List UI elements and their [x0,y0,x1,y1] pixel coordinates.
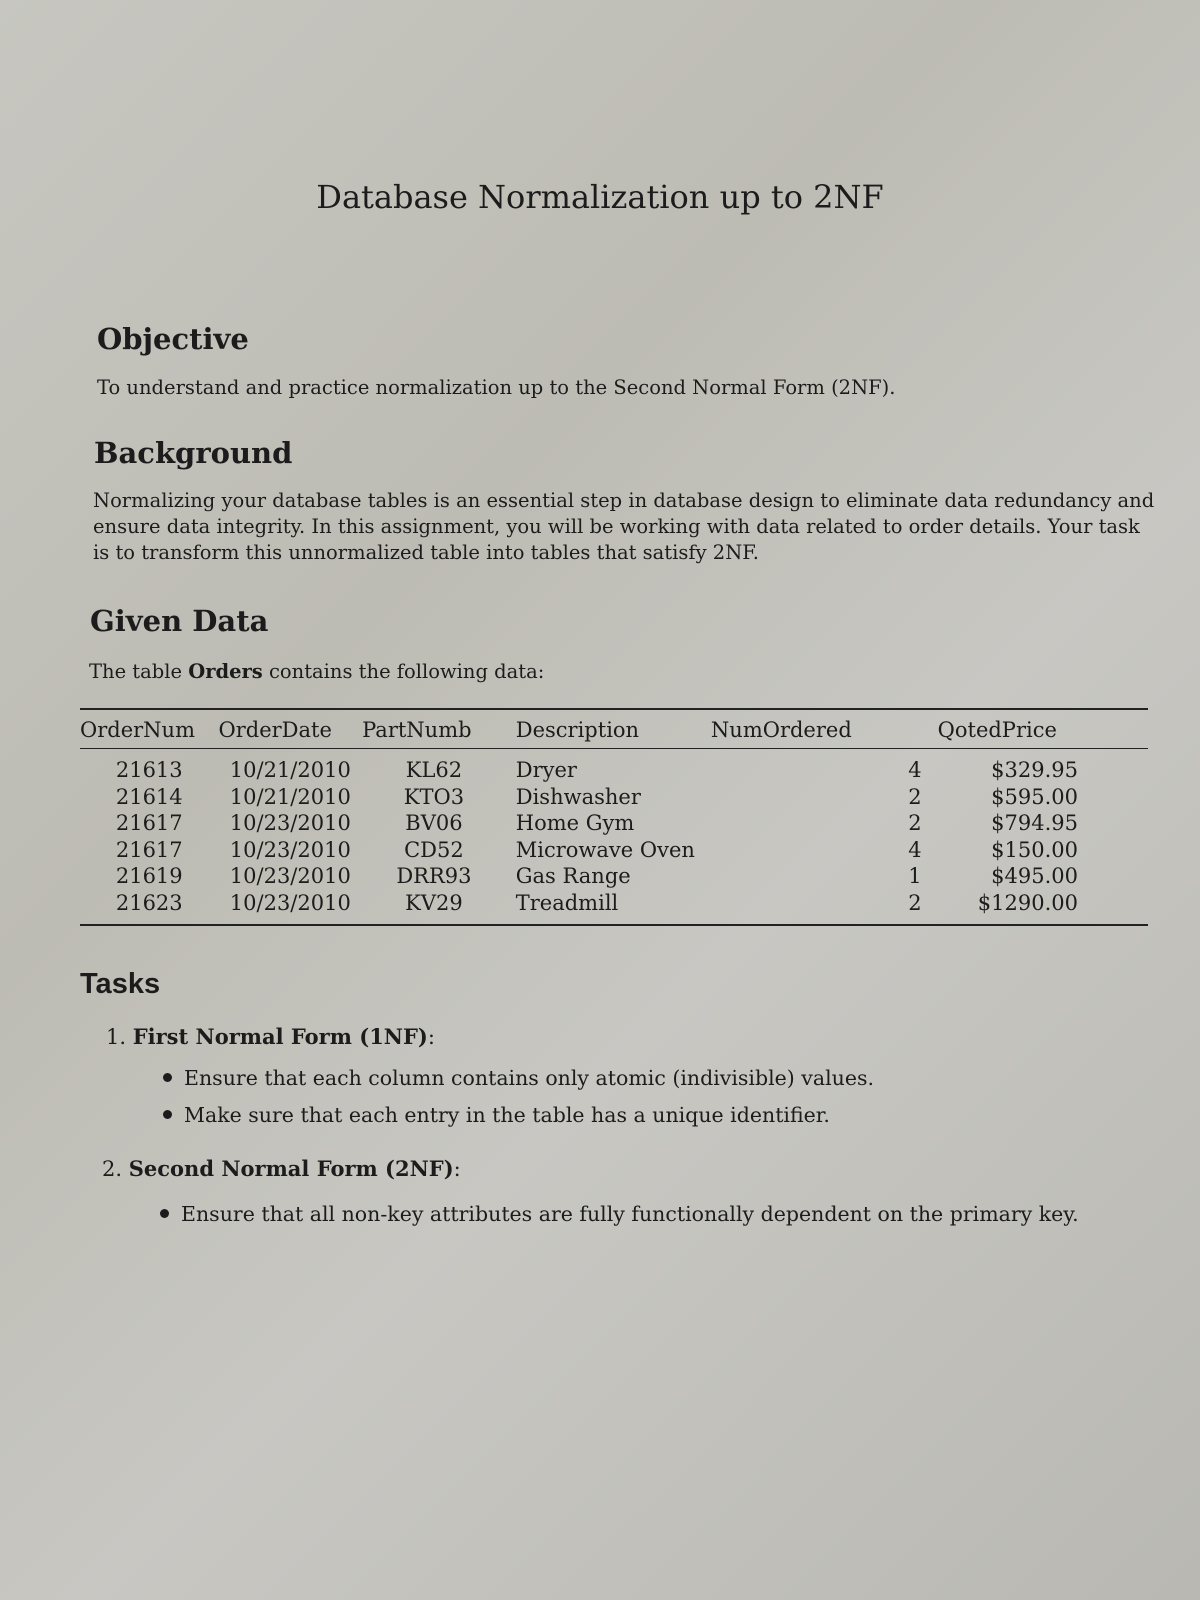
background-line-2: ensure data integrity. In this assignment, you will be working with data related to order details. Your task [93,515,1140,538]
orders-table [80,708,1148,926]
cell-qotedprice: $495.00 [991,864,1078,888]
task-number: 1. [106,1025,127,1049]
task-label: First Normal Form (1NF) [132,1024,428,1049]
bullet-item [163,1103,830,1127]
cell-ordernum: 21613 [115,758,183,782]
tasks-heading: Tasks [80,968,161,1000]
cell-ordernum: 21619 [115,864,183,888]
cell-numordered: 4 [908,837,922,862]
cell-partnumb: DRR93 [396,864,472,888]
cell-qotedprice: $329.95 [991,758,1078,782]
cell-numordered: 1 [908,864,922,888]
intro-table-name: Orders [188,660,263,683]
cell-orderdate: 10/23/2010 [229,837,351,862]
cell-orderdate: 10/23/2010 [219,890,363,926]
header-qotedprice: QotedPrice [938,709,1148,749]
cell-numordered: 2 [908,811,922,835]
cell-orderdate: 10/21/2010 [229,758,351,782]
bullet-item [160,1202,1079,1226]
table-row [80,863,1148,890]
cell-partnumb: KV29 [362,890,506,926]
cell-ordernum: 21617 [115,837,183,862]
table-row [80,784,1148,811]
header-description: Description [506,709,711,749]
document-title: Database Normalization up to 2NF [316,178,884,216]
background-heading: Background [94,436,293,470]
cell-qotedprice: $150.00 [991,837,1078,862]
bullet-item [163,1066,874,1090]
bullet-text: Ensure that all non-key attributes are fully functionally dependent on the primary key. [181,1202,1079,1226]
objective-text: To understand and practice normalization up to the Second Normal Form (2NF). [97,376,896,399]
task-colon: : [427,1025,435,1049]
given-data-intro [89,659,544,685]
background-line-3: is to transform this unnormalized table into tables that satisfy 2NF. [93,541,759,564]
cell-partnumb: BV06 [405,811,463,835]
bullet-text: Make sure that each entry in the table has a unique identifier. [184,1103,830,1127]
table-row [80,837,1148,864]
table-header-row [80,709,1148,749]
bullet-text: Ensure that each column contains only atomic (indivisible) values. [184,1066,875,1090]
cell-orderdate: 10/23/2010 [229,864,351,888]
cell-numordered: 2 [908,784,922,809]
header-orderdate: OrderDate [219,709,363,749]
header-partnumb: PartNumb [362,709,506,749]
cell-description: Treadmill [506,890,711,926]
cell-description: Dishwasher [515,784,641,809]
cell-description: Dryer [515,758,577,782]
task-number: 2. [102,1157,123,1181]
cell-qotedprice: $1290.00 [938,890,1148,926]
cell-description: Home Gym [515,811,635,835]
header-ordernum: OrderNum [80,709,219,749]
task-1nf [106,1024,435,1049]
given-data-heading: Given Data [90,604,269,638]
cell-partnumb: KTO3 [403,784,465,809]
cell-partnumb: KL62 [405,758,463,782]
table-row [80,810,1148,837]
cell-orderdate: 10/23/2010 [229,811,351,835]
task-colon: : [453,1157,461,1181]
cell-description: Microwave Oven [515,837,695,862]
orders-table-container [80,708,1148,926]
cell-description: Gas Range [515,864,631,888]
cell-numordered: 2 [711,890,938,926]
cell-orderdate: 10/21/2010 [229,784,351,809]
intro-prefix: The table [89,660,189,683]
intro-suffix: contains the following data: [262,660,545,683]
table-row [80,749,1148,784]
background-line-1: Normalizing your database tables is an essential step in database design to eliminate data redundancy and [93,489,1155,512]
bullet-icon [163,1110,172,1119]
task-label: Second Normal Form (2NF) [128,1156,454,1181]
bullet-icon [163,1073,172,1082]
table-row [80,890,1148,926]
cell-ordernum: 21614 [115,784,183,809]
cell-ordernum: 21617 [115,811,183,835]
cell-numordered: 4 [908,758,922,782]
header-numordered: NumOrdered [711,709,938,749]
bullet-icon [160,1209,169,1218]
cell-ordernum: 21623 [80,890,219,926]
objective-heading: Objective [97,322,249,356]
task-2nf [102,1156,461,1181]
cell-partnumb: CD52 [404,837,464,862]
cell-qotedprice: $794.95 [991,811,1078,835]
cell-qotedprice: $595.00 [991,784,1078,809]
